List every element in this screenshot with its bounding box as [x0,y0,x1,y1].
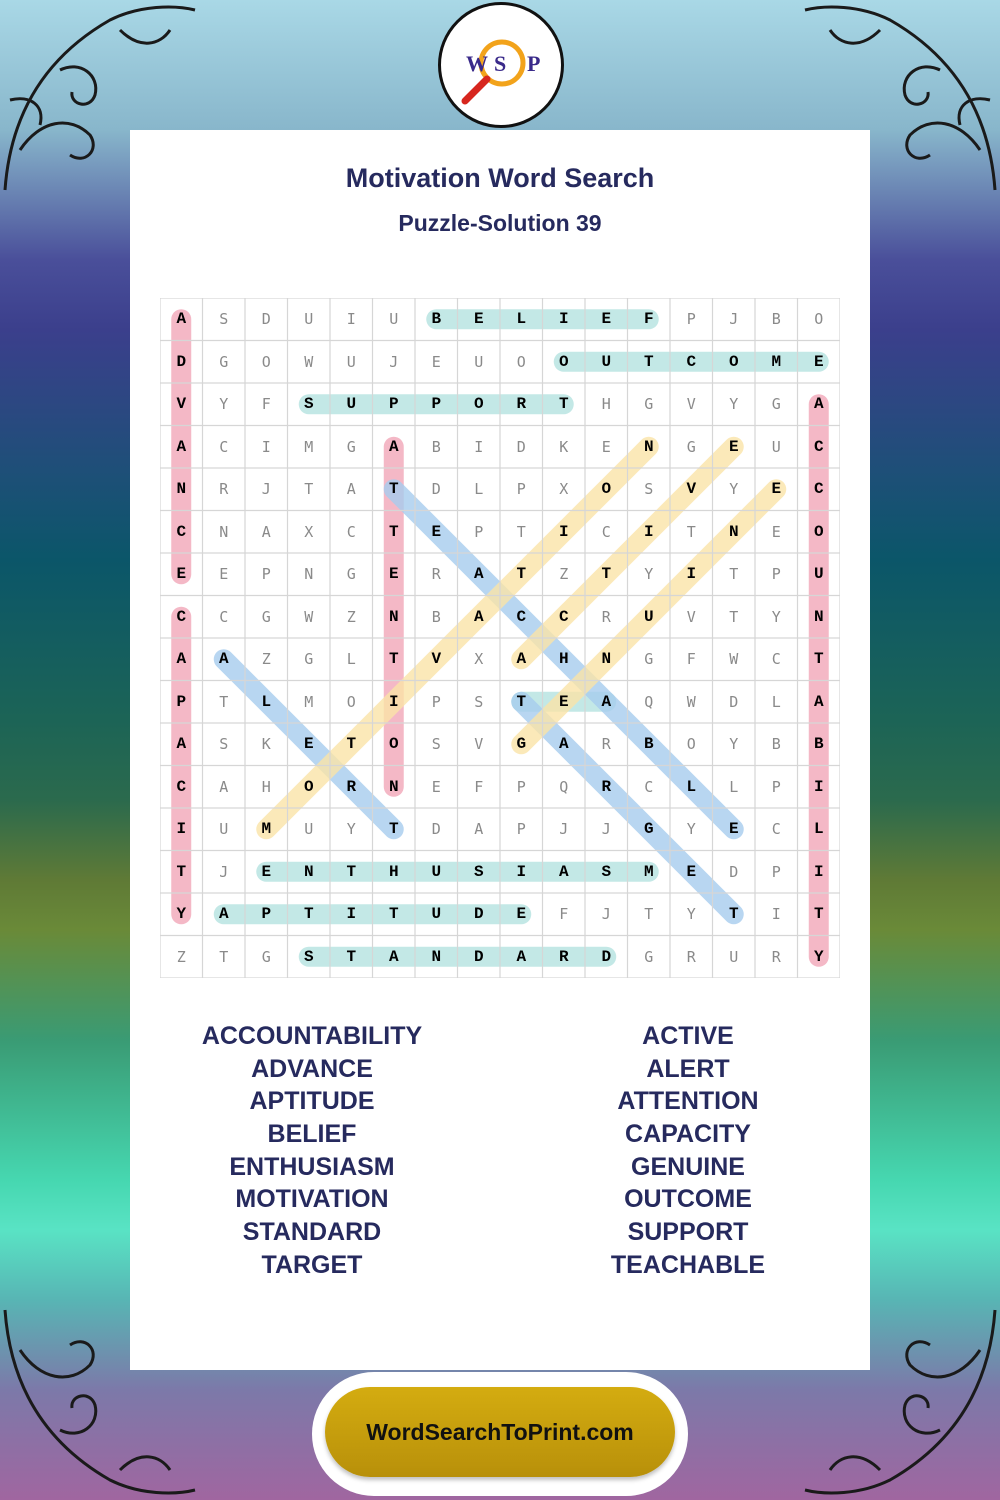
grid-cell: R [771,947,781,966]
grid-cell: N [388,607,399,626]
word-list-item: ADVANCE [251,1054,373,1083]
grid-cell: I [516,862,527,881]
grid-cell: D [261,310,271,328]
grid-cell: U [431,862,442,881]
grid-cell: C [346,522,356,541]
puzzle-title: Motivation Word Search [345,163,655,193]
grid-cell: A [176,650,187,668]
grid-cell: E [813,352,824,371]
word-list-item: TARGET [261,1250,363,1279]
grid-cell: O [261,352,271,371]
grid-cell: Y [346,820,356,838]
grid-cell: P [431,395,442,413]
grid-cell: F [686,650,696,668]
grid-cell: I [474,437,484,456]
grid-cell: Q [559,777,569,796]
grid-cell: E [303,735,314,753]
grid-cell: E [431,352,441,371]
word-list-item: SUPPORT [627,1218,749,1247]
grid-cell: B [431,437,441,456]
grid-cell: T [346,735,357,753]
grid-cell: A [176,310,187,328]
grid-cell: M [304,437,314,456]
grid-cell: O [388,735,399,753]
grid-cell: J [601,820,611,838]
grid-cell: O [516,352,526,371]
grid-cell: N [176,480,187,498]
grid-cell: V [686,480,697,498]
grid-cell: T [304,480,314,498]
grid-cell: J [261,480,271,498]
grid-cell: D [431,820,441,838]
grid-cell: G [346,437,356,456]
grid-cell: I [558,310,569,328]
grid-cell: Y [686,905,696,923]
grid-cell: P [176,692,187,711]
grid-cell: C [176,607,187,626]
word-list-item: STANDARD [242,1218,382,1247]
grid-cell: P [431,692,441,711]
grid-cell: D [431,480,441,498]
grid-cell: U [813,565,824,583]
grid-cell: G [771,395,781,413]
grid-cell: N [728,522,739,541]
grid-cell: T [729,565,739,583]
grid-cell: N [431,947,442,966]
grid-cell: C [601,522,611,541]
grid-cell: A [473,565,484,583]
grid-cell: L [474,480,484,498]
grid-cell: P [771,565,781,583]
grid-cell: D [516,437,526,456]
grid-cell: W [304,352,314,371]
grid-cell: C [176,777,187,796]
grid-cell: R [219,480,229,498]
word-list-item: OUTCOME [624,1185,752,1214]
grid-cell: T [388,650,399,668]
grid-cell: L [771,692,781,711]
grid-cell: E [431,777,441,796]
grid-cell: T [303,905,314,923]
grid-cell: Y [813,947,824,966]
grid-cell: B [431,310,442,328]
grid-cell: U [474,352,484,371]
grid-cell: F [261,395,271,413]
grid-cell: U [771,437,781,456]
grid-cell: S [431,735,441,753]
grid-cell: V [176,395,187,413]
grid-cell: A [388,947,399,966]
grid-cell: B [813,735,824,753]
grid-cell: C [686,352,697,371]
grid-cell: A [388,437,399,456]
word-search-grid [160,298,840,978]
grid-cell: S [601,862,612,881]
grid-cell: G [644,947,654,966]
grid-cell: R [601,607,611,626]
grid-cell: L [813,820,824,838]
grid-cell: X [304,522,314,541]
site-link-button[interactable]: WordSearchToPrint.com [325,1387,675,1477]
grid-cell: V [474,735,484,753]
grid-cell: U [346,352,356,371]
word-list-item: CAPACITY [625,1120,751,1149]
grid-cell: U [431,905,442,923]
grid-cell: A [261,522,271,541]
grid-cell: M [304,692,314,711]
grid-cell: C [219,437,229,456]
grid-cell: C [516,607,527,626]
grid-cell: Z [261,650,271,668]
grid-cell: E [473,310,484,328]
word-list-item: ALERT [646,1054,730,1083]
grid-cell: E [431,522,442,541]
grid-cell: R [686,947,696,966]
grid-cell: L [729,777,739,796]
word-list-right [523,1020,853,1282]
grid-cell: F [643,310,654,328]
grid-cell: R [516,395,527,413]
grid-cell: H [601,395,611,413]
grid-cell: I [686,565,697,583]
grid-cell: V [431,650,442,668]
word-list-item: ACTIVE [642,1022,734,1050]
grid-cell: T [388,522,399,541]
grid-cell: O [728,352,739,371]
grid-cell: E [728,820,739,838]
grid-cell: A [813,395,824,413]
grid-cell: I [643,522,654,541]
grid-cell: A [346,480,356,498]
grid-cell: B [771,310,781,328]
grid-cell: X [474,650,484,668]
grid-cell: Y [729,735,739,753]
grid-cell: P [261,565,271,583]
grid-cell: O [346,692,356,711]
word-list-item: GENUINE [631,1152,745,1181]
grid-cell: E [686,862,697,881]
grid-cell: D [176,352,187,371]
grid-cell: E [388,565,399,583]
grid-cell: Y [729,395,739,413]
puzzle-subtitle: Puzzle-Solution 39 [398,210,602,236]
grid-cell: H [558,650,569,668]
grid-cell: T [686,522,696,541]
grid-cell: G [643,820,654,838]
logo-letter-w: W [466,51,488,76]
grid-cell: T [813,905,824,923]
grid-cell: W [686,692,696,711]
grid-cell: I [813,862,824,881]
grid-cell: T [388,480,399,498]
grid-cell: T [346,862,357,881]
grid-cell: L [346,650,356,668]
grid-cell: A [218,650,229,668]
grid-cell: U [643,607,654,626]
grid-cell: I [346,905,357,923]
grid-cell: G [644,395,654,413]
grid-cell: K [261,735,271,753]
grid-cell: J [389,352,399,371]
grid-cell: P [261,905,272,923]
grid-cell: N [813,607,824,626]
grid-cell: E [558,692,569,711]
grid-cell: J [219,862,229,881]
grid-cell: C [644,777,654,796]
grid-cell: I [388,692,399,711]
grid-cell: T [516,692,527,711]
grid-cell: C [813,437,824,456]
grid-cell: T [601,565,612,583]
grid-cell: T [644,905,654,923]
word-list-item: ENTHUSIASM [229,1152,395,1181]
grid-cell: X [559,480,569,498]
grid-cell: I [261,437,271,456]
grid-cell: O [303,777,314,796]
grid-cell: V [686,607,696,626]
grid-cell: G [516,735,527,753]
grid-cell: S [219,735,229,753]
grid-cell: W [729,650,739,668]
grid-cell: T [219,947,229,966]
grid-cell: G [686,437,696,456]
grid-cell: M [643,862,654,881]
grid-cell: H [388,862,399,881]
grid-cell: N [304,565,314,583]
grid-cell: E [516,905,527,923]
grid-cell: N [388,777,399,796]
grid-cell: N [219,522,229,541]
grid-cell: T [346,947,357,966]
grid-cell: R [431,565,441,583]
grid-cell: T [813,650,824,668]
grid-cell: P [771,777,781,796]
grid-cell: O [558,352,569,371]
grid-cell: B [431,607,441,626]
grid-cell: T [728,905,739,923]
word-list-item: APTITUDE [249,1087,375,1116]
grid-cell: E [601,437,611,456]
grid-cell: B [771,735,781,753]
grid-cell: U [346,395,357,413]
grid-cell: G [304,650,314,668]
grid-cell: F [559,905,569,923]
grid-cell: U [729,947,739,966]
grid-cell: F [474,777,484,796]
grid-cell: E [219,565,229,583]
grid-cell: I [558,522,569,541]
grid-cell: O [813,522,824,541]
word-list-item: ACCOUNTABILITY [201,1022,423,1050]
grid-cell: G [261,607,271,626]
grid-cell: C [771,820,781,838]
grid-cell: S [473,862,484,881]
grid-cell: P [388,395,399,413]
grid-cell: H [261,777,271,796]
grid-cell: T [516,522,526,541]
grid-cell: S [303,947,314,966]
grid-cell: T [176,862,187,881]
grid-cell: T [388,820,399,838]
grid-cell: I [346,310,356,328]
grid-cell: Z [176,947,186,966]
word-list-item: MOTIVATION [235,1185,389,1214]
grid-cell: A [219,777,229,796]
grid-cell: A [176,437,187,456]
grid-cell: Y [771,607,781,626]
grid-cell: T [729,607,739,626]
grid-cell: N [601,650,612,668]
grid-cell: L [516,310,527,328]
grid-cell: E [261,862,272,881]
grid-cell: U [219,820,229,838]
grid-cell: I [176,820,187,838]
grid-cell: U [304,310,314,328]
grid-cell: O [814,310,824,328]
grid-cell: R [346,777,357,796]
grid-cell: T [516,565,527,583]
grid-cell: G [644,650,654,668]
grid-cell: A [516,947,527,966]
grid-cell: R [601,777,612,796]
grid-cell: O [686,735,696,753]
grid-cell: L [686,777,697,796]
grid-cell: A [516,650,527,668]
grid-cell: C [771,650,781,668]
grid-cell: O [473,395,484,413]
grid-cell: P [516,820,526,838]
word-list-item: TEACHABLE [610,1250,766,1279]
word-list-item: ATTENTION [617,1087,759,1116]
grid-cell: P [771,862,781,881]
grid-cell: J [601,905,611,923]
grid-cell: T [388,905,399,923]
grid-cell: Z [346,607,356,626]
grid-cell: W [304,607,314,626]
grid-cell: E [771,522,781,541]
grid-cell: S [219,310,229,328]
grid-cell: A [474,820,484,838]
grid-cell: V [686,395,696,413]
grid-cell: I [771,905,781,923]
grid-cell: A [176,735,187,753]
grid-cell: G [219,352,229,371]
grid-cell: Y [686,820,696,838]
grid-cell: S [644,480,654,498]
grid-cell: T [643,352,654,371]
grid-cell: D [473,905,484,923]
grid-cell: E [601,310,612,328]
grid-cell: C [558,607,569,626]
grid-cell: Y [219,395,229,413]
grid-cell: N [643,437,654,456]
grid-cell: M [261,820,272,838]
word-list-item: BELIEF [267,1120,357,1149]
grid-cell: B [643,735,654,753]
grid-cell: D [729,862,739,881]
grid-cell: P [474,522,484,541]
logo-letter-s: S [494,51,507,76]
grid-cell: A [813,692,824,711]
grid-cell: O [601,480,612,498]
grid-cell: Y [729,480,739,498]
grid-cell: J [559,820,569,838]
grid-cell: A [558,862,569,881]
wsp-logo [438,2,564,128]
grid-cell: Z [559,565,569,583]
grid-cell: Q [644,692,654,711]
grid-cell: Y [644,565,654,583]
grid-cell: R [601,735,611,753]
grid-cell: E [771,480,782,498]
grid-cell: M [771,352,782,371]
grid-cell: T [219,692,229,711]
grid-cell: G [346,565,356,583]
grid-cell: A [601,692,612,711]
grid-cell: K [559,437,569,456]
grid-cell: L [261,692,272,711]
grid-cell: C [813,480,824,498]
grid-cell: Y [176,905,187,923]
grid-cell: T [558,395,569,413]
grid-cell: P [516,480,526,498]
grid-cell: S [303,395,314,413]
grid-cell: C [219,607,229,626]
grid-cell: S [474,692,484,711]
grid-cell: P [686,310,696,328]
grid-cell: N [303,862,314,881]
grid-cell: D [729,692,739,711]
grid-cell: U [601,352,612,371]
logo-letter-p: P [527,51,541,76]
grid-cell: A [558,735,569,753]
grid-cell: J [729,310,739,328]
grid-cell: D [601,947,612,966]
grid-cell: I [813,777,824,796]
grid-cell: C [176,522,187,541]
grid-cell: G [261,947,271,966]
grid-cell: P [516,777,526,796]
grid-cell: E [728,437,739,456]
grid-cell: U [389,310,399,328]
grid-cell: D [473,947,484,966]
word-list-left [147,1020,477,1282]
grid-cell: U [304,820,314,838]
grid-cell: A [473,607,484,626]
grid-cell: E [176,565,187,583]
grid-cell: A [218,905,229,923]
grid-cell: R [558,947,569,966]
